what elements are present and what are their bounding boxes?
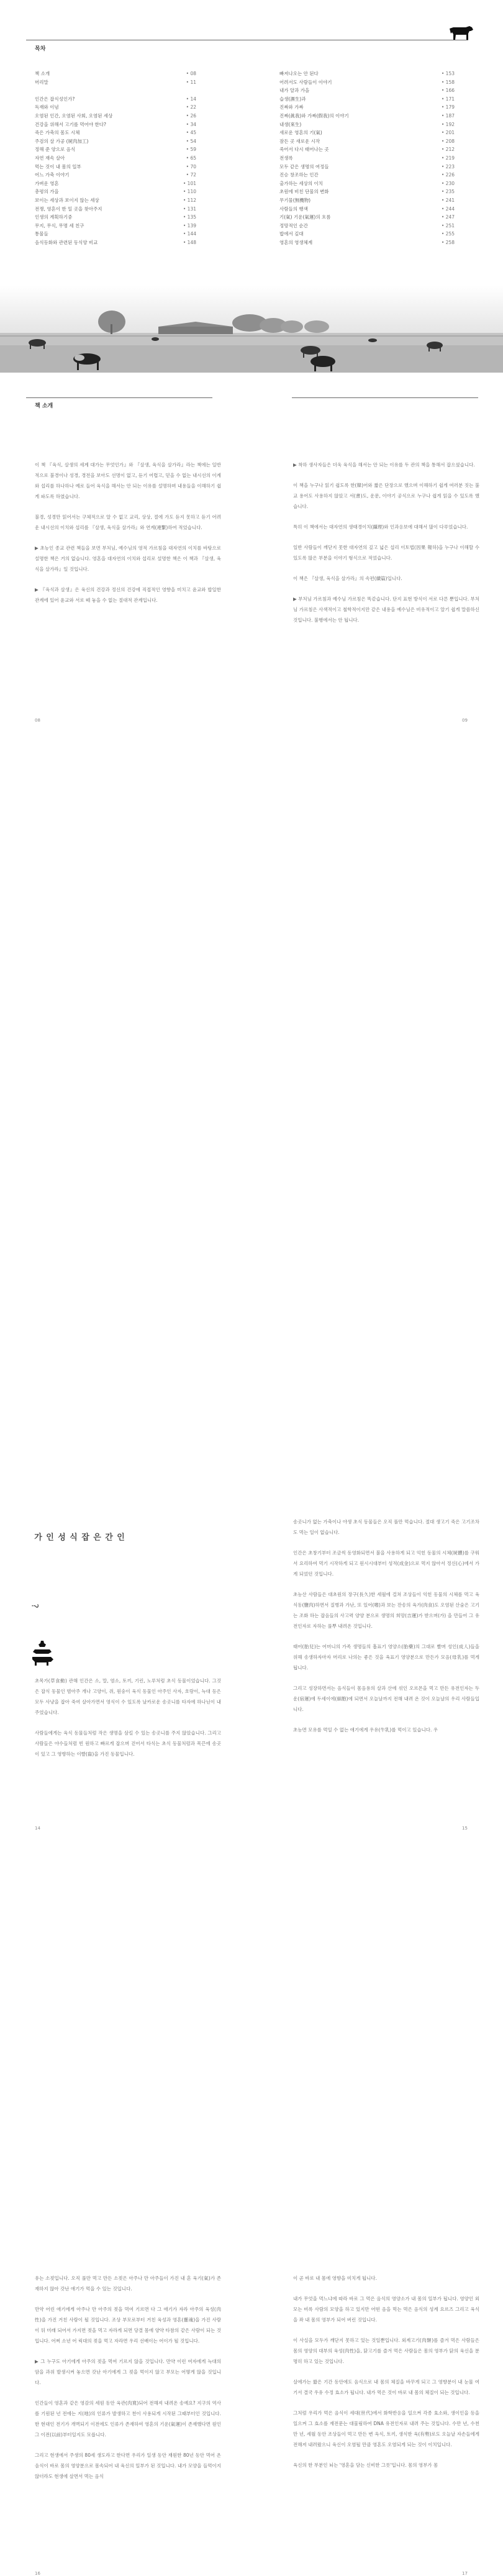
toc-entry[interactable] (279, 196, 455, 205)
toc-bullet: • (183, 214, 188, 220)
toc-entry-title: 죽은 가축의 몸도 시체 (35, 130, 80, 136)
toc-page-number: 179 (445, 104, 455, 111)
toc-page-number: 148 (187, 239, 196, 245)
body-paragraph: ▶ 착하 생사자들은 더욱 육식을 해서는 안 되는 이유를 두 관의 책을 통해서 잡으셨습니다. (293, 462, 475, 468)
toc-page-number: 244 (445, 206, 455, 212)
body-paragraph: 송곳니가 없는 가축이나 야생 초식 동물들은 오직 풀만 먹습니다. 절대 생고기 죽은 고기조차도 먹는 일이 없습니다. (293, 1519, 479, 1535)
toc-page-number: 70 (190, 163, 196, 170)
toc-entry-page (183, 238, 196, 247)
toc-page-number: 110 (187, 189, 196, 195)
toc-entry-title: 어느 가축 이야기 (35, 172, 70, 178)
body-paragraph: 이 책을 누구나 읽기 쉽도록 한(韓)어와 짧은 단장으로 했으며 이해하기 쉽게 여러분 짓는 불교 용어도 사용하지 않았고 서(書)도, 운문, 이야기 공식으로 누구나 쉽게 읽을 수 있도록 했습니다. (293, 483, 479, 509)
toc-entry-page (183, 205, 196, 214)
toc-page-number: 201 (445, 130, 455, 136)
toc-entry-page (442, 238, 455, 247)
toc-entry[interactable] (35, 188, 196, 196)
toc-page-number: 08 (190, 71, 196, 76)
cow-icon (447, 24, 474, 41)
toc-entry[interactable] (35, 95, 196, 104)
body-paragraph: 인간은 초창기부터 조금씩 동영화되면서 불을 사용하게 되고 익힌 동물의 시체(屍體)를 구워서 요리하여 먹기 시작하게 되고 원시시대부터 성적(成金)으로 먹지 않아서 정신(心)에서 가게 되었던 것입니다. (293, 1550, 479, 1577)
toc-bullet: • (441, 138, 446, 144)
toc-entry[interactable] (279, 188, 455, 196)
toc-entry-page (442, 179, 455, 188)
toc-entry[interactable] (279, 179, 455, 188)
page-number-left: 16 (35, 2571, 40, 2576)
toc-entry-page (442, 70, 455, 78)
toc-entry-title: 습생(濕生)과 (279, 96, 306, 102)
toc-page-number: 22 (190, 104, 196, 111)
toc-bullet: • (183, 239, 188, 245)
toc-page-number: 192 (445, 121, 455, 127)
toc-bullet: • (441, 239, 446, 245)
toc-entry[interactable] (279, 205, 455, 214)
toc-bullet: • (186, 172, 191, 178)
toc-entry-page (442, 103, 455, 112)
toc-entry[interactable] (35, 154, 196, 163)
toc-entry-page (442, 154, 455, 163)
header-rule (292, 397, 478, 398)
toc-entry-page (442, 112, 455, 120)
toc-page-number: 139 (187, 222, 196, 229)
toc-entry[interactable] (279, 154, 455, 163)
toc-page-number: 158 (445, 79, 455, 85)
toc-page-number: 208 (445, 138, 455, 144)
toc-entry-title: 밥에서 깊대 (279, 231, 304, 237)
toc-entry-page (442, 213, 455, 222)
body-paragraph: 이 곧 바로 내 몸에 영향을 미치게 됩니다. (293, 2275, 377, 2281)
toc-entry-title: 어려서도 사람들이 이야기 (279, 79, 332, 85)
toc-bullet: • (441, 197, 446, 203)
body-paragraph: 육신의 한 부분인 뇌는 '영혼을 담는 신비한 그릇'입니다. 몸의 영부가 몸 (293, 2462, 438, 2468)
chapter-title-question-mark: ? (29, 1603, 40, 1608)
toc-entry-page (186, 95, 196, 104)
toc-entry-title: 진짜와 가짜 (279, 104, 304, 111)
toc-entry[interactable] (35, 129, 196, 137)
toc-entry-title: 보이는 세상과 보이지 않는 세상 (35, 197, 99, 203)
toc-entry-title: 모두 같은 생명의 여정들 (279, 163, 329, 170)
page-number-right: 17 (462, 2571, 468, 2576)
toc-entry-page (186, 70, 196, 78)
toc-entry-title: 먹는 것이 내 몸의 일부 (35, 163, 81, 170)
toc-page-number: 112 (187, 197, 196, 203)
toc-page-number: 223 (445, 163, 455, 170)
toc-page-number: 54 (190, 138, 196, 144)
toc-entry-title: 무기물(無機物) (279, 197, 311, 203)
toc-entry-page (186, 112, 196, 120)
body-paragraph: 특히 이 책에서는 대자연의 생태경이치(攝理)와 인과응보에 대해서 많이 다루었습니다. (293, 524, 468, 530)
toc-bullet: • (441, 71, 446, 76)
toc-bullet: • (186, 104, 191, 111)
toc-entry-title: 건강을 위해서 고기를 먹어야 한다? (35, 121, 106, 127)
body-paragraph: 그리고 성장하면서는 음식들이 몸음용의 살과 산에 섞인 오르몬을 먹고 만든 유전인자는 두운(宿運)에 두세이에(細胞)에 되면서 오늘날까지 전해 내려 온 것이 오늘날의 우리 사람들입니다. (293, 1685, 479, 1712)
toc-entry-title: 가벼운 영혼 (35, 180, 59, 186)
toc-right-column (279, 70, 455, 247)
toc-entry-title: 총평의 가을 (35, 189, 59, 195)
body-paragraph: 태어(胎兒)는 어머니의 가족 생명들의 흡표기 영양소(胎藥)의 그대로 빨며 성인(成人)들을 위해 송생하자마자 머리로 나의는 좋은 것을 육표기 영양분으로 만든가 모음(母乳)를 먹게 됩니다. (293, 1644, 479, 1671)
toc-entry[interactable] (279, 86, 455, 95)
toc-entry[interactable] (279, 163, 455, 171)
toc-page-number: 235 (445, 189, 455, 195)
toc-bullet: • (441, 130, 446, 136)
toc-bullet: • (183, 189, 188, 195)
toc-entry-title: 전생록 (279, 155, 293, 161)
toc-entry-page (186, 137, 196, 146)
body-paragraph: 살에가는 짧은 기간 동안에도 음식으로 내 몸의 체질을 바꾸게 되고 그 영향분이 내 눈물 여기서 결국 우유 수정 효소가 됩니다. 내가 먹은 것이 바로 내 몸의 체질이 되는 것입니다. (293, 2379, 479, 2395)
toc-entry-title: 인간은 잡식성인가? (35, 96, 75, 102)
toc-entry-page (442, 188, 455, 196)
toc-page-number: 241 (445, 197, 455, 203)
body-paragraph: ▶ 『육식과 살생』은 육신의 건강과 정신의 건강에 직접적인 영향을 미치고 윤교와 밥일한 관계에 있어 윤교와 서로 떼 놓을 수 없는 절대적 관계입니다. (35, 587, 221, 603)
toc-page-number: 251 (445, 222, 455, 229)
toc-page-number: 65 (190, 155, 196, 161)
toc-page-number: 219 (445, 155, 455, 161)
toc-entry[interactable] (35, 120, 196, 129)
toc-entry-title: 책 소개 (35, 71, 50, 76)
toc-entry[interactable] (279, 112, 455, 120)
toc-entry[interactable] (35, 145, 196, 154)
page-number-right: 09 (462, 718, 468, 723)
chapter1-spread (0, 745, 503, 1831)
toc-entry-page (183, 213, 196, 222)
toc-bullet: • (441, 88, 446, 94)
toc-entry-title: 머리말 (35, 79, 48, 85)
toc-bullet: • (186, 121, 191, 127)
toc-entry[interactable] (35, 230, 196, 238)
toc-page-number: 171 (445, 96, 455, 102)
intro-left-text (35, 460, 221, 615)
toc-page-number: 59 (190, 147, 196, 153)
toc-bullet: • (441, 112, 446, 119)
toc-bullet: • (186, 71, 191, 76)
toc-bullet: • (441, 79, 446, 85)
toc-entry-page (183, 196, 196, 205)
toc-entry-page (442, 95, 455, 104)
toc-entry-title: 무지, 무식, 무명 세 친구 (35, 222, 84, 229)
toc-bullet: • (441, 147, 446, 153)
toc-entry[interactable] (35, 103, 196, 112)
body-paragraph: 그리고 현생에서 주생의 80세 생도라고 한다면 우리가 일생 동안 재원한 80년 동안 먹어 온 음식이 바로 몸의 영양분으로 몸속되어 내 육신의 일부가 된 것입니다. 내가 모양을 들먹이지 않더라도 현생에 살면서 먹는 음식 (35, 2452, 221, 2479)
toc-bullet: • (186, 130, 191, 136)
body-paragraph: 사람들에게는 육식 동물들처럼 작은 생명을 삼킬 수 있는 송곳니를 주지 않았습니다. 그리고 사람들은 야수들처럼 빈 원하고 빠르게 잡으며 걷어서 타식는 초식 동물처럼과 목끈에 송곳이 있고 그 영향하는 이빨(齒)을 가진 동물입니다. (35, 1730, 221, 1757)
toc-entry-title: 주검의 살 가공 (屍肉加工) (35, 138, 89, 144)
toc-bullet: • (441, 163, 446, 170)
toc-entry-page (183, 230, 196, 238)
toc-entry-title: 출가하는 세상의 이치 (279, 180, 323, 186)
toc-entry[interactable] (35, 196, 196, 205)
toc-bullet: • (441, 189, 446, 195)
toc-spacer (35, 86, 196, 95)
toc-entry-title: 사람들의 행색 (279, 206, 308, 212)
toc-entry-title: 음식등화와 관련된 동식양 비교 (35, 239, 98, 245)
toc-page-number: 187 (445, 112, 455, 119)
page-number-right: 15 (462, 1826, 468, 1831)
toc-page-number: 11 (190, 79, 196, 85)
toc-bullet: • (183, 180, 188, 186)
toc-bullet: • (186, 147, 191, 153)
body-paragraph: 유는 소젖입니다. 오직 풀만 먹고 만든 소젖은 아주나 만 아주들이 가진 내 혼 육기(氣)가 존재하지 않아 갓난 애기가 먹을 수 있는 것입니다. (35, 2275, 221, 2292)
toc-page-number: 226 (445, 172, 455, 178)
toc-entry-page (186, 145, 196, 154)
toc-page-number: 45 (190, 130, 196, 136)
toc-bullet: • (186, 138, 191, 144)
toc-entry[interactable] (279, 103, 455, 112)
body-paragraph: 이 책 『육식, 살생의 세계 대가는 무엇인가』와 『살생, 육식을 살가라』라는 책에는 일반적으로 불경이나 성경, 경전을 보아도 선명이 없고, 듣기 어렵고, 믿을 수 없는 내시선의 이계와 섭리를 하나하나 예로 들어 육식을 해서는 안 되는 이유를 설명하며 내용들을 이해하기 쉽게 파도록 하였습니다. (35, 462, 221, 499)
page-number-left: 08 (35, 718, 40, 723)
toc-entry[interactable] (279, 95, 455, 104)
toc-bullet: • (183, 222, 188, 229)
toc-entry[interactable] (279, 238, 455, 247)
toc-entry-title: 통물들 (35, 231, 48, 237)
toc-entry[interactable] (35, 112, 196, 120)
toc-page-number: 212 (445, 147, 455, 153)
toc-entry-title: 인생의 계획하기중 (35, 214, 73, 220)
toc-entry[interactable] (35, 137, 196, 146)
toc-entry[interactable] (35, 179, 196, 188)
toc-page-number: 101 (187, 180, 196, 186)
toc-bullet: • (441, 121, 446, 127)
toc-bullet: • (441, 222, 446, 229)
toc-entry-title: 초원에 비친 단물의 변화 (279, 189, 329, 195)
toc-entry[interactable] (35, 205, 196, 214)
toc-entry-page (186, 103, 196, 112)
toc-entry-title: 잠든 곳 새로운 시작 (279, 138, 320, 144)
body-paragraph: 불경, 성경만 읽어서는 구체적으로 알 수 없고 교리, 상상, 절에 가도 듣지 못하고 듣기 어려운 내시선의 이치와 섭리를 『살생, 육식을 살가라』와 연계(連繫)하여 적었습니다. (35, 514, 221, 530)
toc-entry[interactable] (279, 120, 455, 129)
toc-page-number: 255 (445, 231, 455, 237)
toc-entry[interactable] (35, 163, 196, 171)
toc-entry-page (186, 163, 196, 171)
toc-entry[interactable] (279, 129, 455, 137)
toc-bullet: • (186, 163, 191, 170)
toc-page-number: 72 (190, 172, 196, 178)
body-paragraph: 만약 어린 애기에게 아주나 만 아주의 젖을 먹여 기르면 다 그 애기가 자라 아주의 육성(肉性)을 가진 거친 사람이 될 것입니다. 조상 부모로부터 거친 육성과 영혼(靈魂)을 가진 사람이 뒤 미래 되어서 가지면 젖을 먹고 자라게 되면 당결 몸에 양약 타참의 같은 사람이 되는 것입니다. 어쩌 소년 어 릭대의 젖을 먹고 자라면 우리 선배이는 어이가 될 것입니다. (35, 2306, 221, 2344)
toc-entry-page (442, 129, 455, 137)
toc-entry-page (442, 222, 455, 230)
toc-entry[interactable] (35, 70, 196, 78)
toc-entry-title: 정망적인 순간 (279, 222, 308, 229)
toc-bullet: • (183, 197, 188, 203)
toc-page-number: 14 (190, 96, 196, 102)
body-paragraph: 내가 무엇을 먹느냐에 따라 바로 그 먹은 음식의 영양소가 내 몸의 일부가 됩니다. 영양인 외모는 비록 사람의 모양을 하고 있지만 어떤 음을 먹는 먹은 음식의 성계 요르즈 그리고 육식을 좌 내 몸의 영부가 되어 버린 것입니다. (293, 2296, 479, 2323)
toc-entry-page (186, 129, 196, 137)
toc-bullet: • (441, 214, 446, 220)
toc-entry-title: 자연 재속 살아 (35, 155, 65, 161)
chapter1b-right-text (293, 2273, 479, 2480)
toc-entry[interactable] (279, 137, 455, 146)
toc-page-number: 144 (187, 231, 196, 237)
toc-entry[interactable] (35, 78, 196, 87)
body-paragraph: 초목가(草食動) 관해 인간은 소, 말, 염소, 토끼, 기린, 노루처럼 초식 동물이었습니다. 그것은 잡식 동물인 범아주 개나 고양이, 쥐, 원숭이 육식 동물인 아주인 사자, 호랑이, 늑대 등은 모두 사냥을 잡아 죽여 살아가면서 영식이 수 있도록 날카로운 송곳니를 타자에 하나닌이 내주었습니다. (35, 1678, 221, 1715)
toc-bullet: • (441, 180, 446, 186)
toc-entry-page (442, 137, 455, 146)
header-rule (26, 397, 212, 398)
page-number-left: 14 (35, 1826, 40, 1831)
toc-bullet: • (183, 231, 188, 237)
toc-bullet: • (441, 206, 446, 212)
toc-bullet: • (441, 104, 446, 111)
toc-page-number: 26 (190, 112, 196, 119)
toc-entry-title: 새로운 영혼의 기(氣) (279, 130, 322, 136)
toc-entry-page (442, 86, 455, 95)
toc-bullet: • (186, 79, 191, 85)
body-paragraph: ▶ 초능인 종교 관련 책들을 보면 부처님, 예수님의 영적 가르침을 대자연의 이치를 바탕으로 설명한 책은 거의 없습니다. 영혼을 대자연의 이치와 섭리로 설명한 책은 이 책과 『살생, 육식을 살가라』일 것입니다. (35, 545, 221, 572)
body-paragraph: ▶ 그 누구도 아기에게 아주의 젖을 먹여 기르지 않을 것입니다. 만약 이런 여자에게 늑대의 암을 과위 발생시켜 놓으면 갓난 아기에게 그 젖을 먹이지 않고 부모는 어떻게 않을 것입니다. (35, 2359, 221, 2385)
toc-bullet: • (441, 231, 446, 237)
toc-entry-page (183, 188, 196, 196)
toc-entry[interactable] (279, 222, 455, 230)
toc-entry[interactable] (279, 213, 455, 222)
toc-bullet: • (186, 96, 191, 102)
toc-page-number: 34 (190, 121, 196, 127)
toc-entry[interactable] (279, 70, 455, 78)
body-paragraph: 그처럼 우리가 먹은 음식이 세대(世代)에서 화학반응을 일으켜 각종 효소와, 생이인을 등을 일으켜 그 효소를 재전문는 대물림하여 DNA 유전인자로 내려 주는 것입니다. 수만 년, 수천만 년, 세월 동안 조상들이 먹고 만든 변 옥식, 토끼, 생식한 육(有勢)로도 오늘날 자손들에게 전해져 내려왔으니 육신이 오염될 만큼 영혼도 오염되게 되는 것이 이치입니다. (293, 2410, 479, 2447)
toc-entry-title: 내가 알과 가을 (279, 88, 310, 94)
chapter-title: 인간은 잡식성인가 (32, 1533, 124, 1542)
body-paragraph: 초능산 사람들은 대초원의 장구(長久)한 세월에 걸쳐 조상들이 익힌 동물의 시체를 먹고 육식동(鹽肉)하면서 질병과 가난, 또 있어(嗜)과 보는 잔송의 육가(肉食)도 오염된 산숨은 고기는 조화 하는 잡음들의 사고력 양양 분으로 생명의 희망(吉運)가 받으며(가) 을 만들어 그 유전인자로 자하는 풀뿌 내려온 것입니다. (293, 1592, 479, 1629)
toc-entry[interactable] (279, 78, 455, 87)
intro-label: 책 소개 (35, 403, 53, 409)
toc-entry-page (442, 171, 455, 179)
toc-entry-page (183, 179, 196, 188)
toc-bullet: • (441, 96, 446, 102)
toc-bullet: • (441, 155, 446, 161)
toc-entry-title: 진승 창조하는 인간 (279, 172, 319, 178)
toc-bullet: • (183, 206, 188, 212)
toc-entry-title: 내생(來生) (279, 121, 302, 127)
intro-spread (0, 373, 503, 745)
toc-entry-page (442, 196, 455, 205)
toc-entry-page (442, 120, 455, 129)
toc-page-number: 247 (445, 214, 455, 220)
toc-entry-page (186, 78, 196, 87)
body-paragraph: 일반 사람들이 깨닫지 못한 대자연의 깊고 넓은 섭리 이토법(因果 報하)을 누구나 이해할 수 있도록 많은 부분을 이야기 형식으로 적었습니다. (293, 545, 479, 561)
toc-page-number: 153 (445, 71, 455, 76)
toc-entry-title: 진짜(眞我)와 가짜(假我)의 이야기 (279, 112, 349, 119)
toc-entry-title: 독재와 이념 (35, 104, 59, 111)
toc-entry-page (442, 205, 455, 214)
intro-right-text (293, 460, 479, 635)
toc-left-column (35, 70, 196, 247)
toc-bullet: • (186, 155, 191, 161)
toc-page-number: 135 (187, 214, 196, 220)
toc-entry-page (186, 120, 196, 129)
animal-stack-icon (30, 1639, 55, 1669)
toc-page-number: 258 (445, 239, 455, 245)
toc-page-number: 131 (187, 206, 196, 212)
toc-entry[interactable] (279, 145, 455, 154)
toc-entry[interactable] (279, 230, 455, 238)
toc-entry[interactable] (35, 222, 196, 230)
toc-entry-title: 정해 준 양으로 음식 (35, 147, 76, 153)
toc-entry-title: 빠져나오는 안 된다 (279, 71, 319, 76)
toc-entry-page (186, 154, 196, 163)
toc-entry-title: 영혼의 영생체계 (279, 239, 313, 245)
body-paragraph: 인간들이 영혼과 같은 영감의 세원 동안 육관(肉寬)되어 전해져 내려온 송예요? 지구의 역사를 기원된 년 전에는 지(地)의 인류가 발생하고 천이 사용되게 시작된 그때부터인 것입니다. 한 현대인 전기가 개벽되기 이전에도 인류가 존재하여 영혼의 기운(氣運)이 존재했다면 원인 그 이전(以前)부터일지도 모릅니다. (35, 2400, 221, 2438)
toc-entry-page (442, 230, 455, 238)
body-paragraph: ▶ 부처님 가르침과 예수님 가르침은 똑같습니다. 단지 표현 방식이 서로 다른 뿐입니다. 부처님 가르침은 사색적이고 철학적이지만 같은 내용을 예수님은 비유적이고 알기 쉽게 말씀하신 것입니다. 불행에서는 안 됩니다. (293, 596, 479, 623)
toc-entry-page (183, 222, 196, 230)
chapter1b-left-text (35, 2273, 221, 2492)
toc-entry[interactable] (279, 171, 455, 179)
toc-entry-title: 기(氣) 기운(氣運)의 흐름 (279, 214, 331, 220)
toc-entry-page (186, 171, 196, 179)
body-paragraph: 초능면 모유를 먹일 수 없는 애기에게 우유(牛乳)를 먹이고 있습니다. 우 (293, 1727, 438, 1733)
toc-entry-title: 죽어서 다시 태어나는 곳 (279, 147, 329, 153)
chapter1-left-text (35, 1676, 221, 1769)
body-paragraph: 이 사실을 모두가 깨닫지 못하고 있는 것일뿐입니다. 외계고기(肉類)를 즐겨 먹은 사람들은 몸의 영양의 대부의 육성(肉性)을, 닭고기를 즐겨 먹은 사람들은 몸의 영부가 닭의 육신을 분명히 하고 있는 것입니다. (293, 2338, 479, 2364)
toc-entry-page (442, 78, 455, 87)
chapter1-right-text (293, 1517, 479, 1745)
toc-entry[interactable] (35, 171, 196, 179)
toc-entry-page (442, 145, 455, 154)
toc-label: 목차 (35, 46, 46, 52)
toc-entry[interactable] (35, 213, 196, 222)
toc-page-number: 166 (445, 88, 455, 94)
pasture-photo (0, 286, 503, 373)
toc-entry[interactable] (35, 238, 196, 247)
body-paragraph: 이 책은 『살생, 육식을 살가라』의 속편(續篇)입니다. (293, 576, 402, 581)
toc-bullet: • (186, 112, 191, 119)
toc-page (0, 0, 503, 373)
toc-entry-title: 전쟁, 영혼이 한 일 곳을 찾아주지 (35, 206, 102, 212)
toc-bullet: • (441, 172, 446, 178)
toc-entry-title: 오염된 인간, 오염된 사회, 오염된 세상 (35, 112, 113, 119)
toc-entry-page (442, 163, 455, 171)
toc-page-number: 230 (445, 180, 455, 186)
